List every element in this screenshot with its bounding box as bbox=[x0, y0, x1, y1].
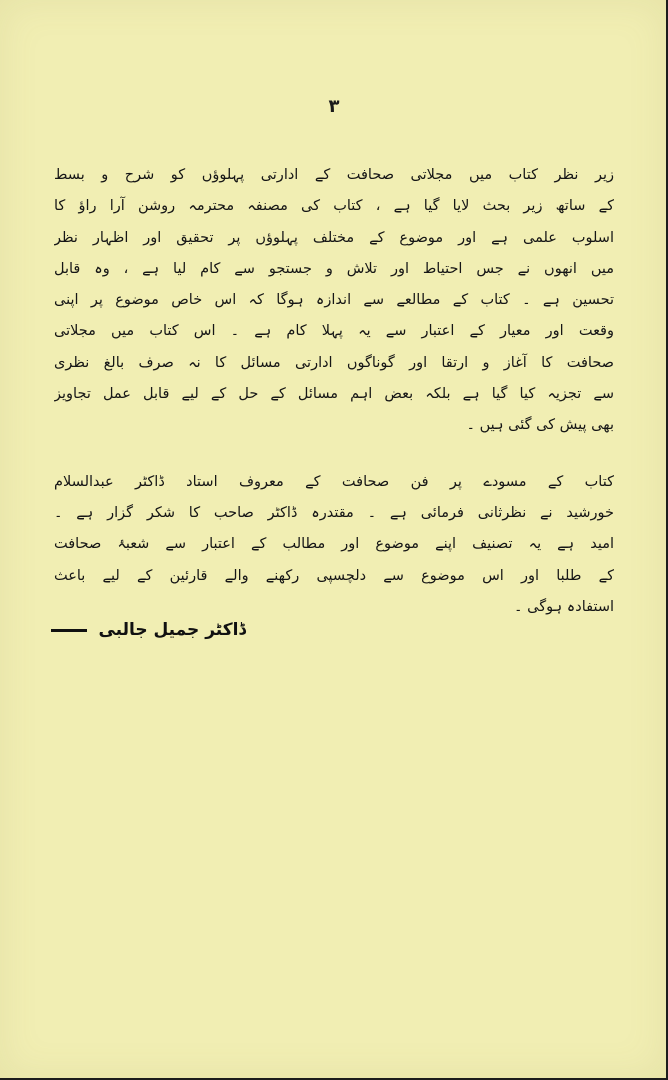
text-line: میں انھوں نے جس احتیاط اور تلاش و جستجو سے کام لیا ہے ، وہ قابل bbox=[54, 260, 614, 277]
text-line: تحسین ہے ۔ کتاب کے مطالعے سے اندازہ ہوگا کہ اس خاص موضوع پر اپنی bbox=[54, 292, 614, 309]
paragraph-intro bbox=[54, 160, 614, 442]
text-line: کے ساتھ زیر بحث لایا گیا ہے ، کتاب کی مصنفہ محترمہ روشن آرا راؤ کا bbox=[54, 198, 614, 215]
signature bbox=[51, 620, 246, 640]
text-line: صحافت کا آغاز و ارتقا اور گوناگوں ادارتی مسائل کا نہ صرف بالغ نظری bbox=[54, 354, 614, 371]
text-line: استفادہ ہوگی ۔ bbox=[514, 598, 614, 615]
signature-name: ڈاکٹر جمیل جالبی bbox=[98, 620, 246, 640]
text-line: امید ہے یہ تصنیف اپنے موضوع اور مطالب کے اعتبار سے شعبۂ صحافت bbox=[54, 536, 614, 553]
text-line: زیر نظر کتاب میں مجلاتی صحافت کے ادارتی پہلوؤں کو شرح و بسط bbox=[54, 167, 614, 183]
text-line: سے تجزیہ کیا گیا ہے بلکہ بعض اہم مسائل کے حل کے لیے قابل عمل تجاویز bbox=[54, 386, 614, 403]
text-line: بھی پیش کی گئی ہیں ۔ bbox=[466, 417, 614, 434]
text-line: اسلوب علمی ہے اور موضوع کے مختلف پہلوؤں پر تحقیق اور اظہار نظر bbox=[54, 229, 614, 246]
text-line: کتاب کے مسودے پر فن صحافت کے معروف استاد ڈاکٹر عبدالسلام bbox=[54, 473, 614, 490]
page-number: ۳ bbox=[328, 96, 340, 117]
text-line: خورشید نے نظرثانی فرمائی ہے ۔ مقتدرہ ڈاکٹر صاحب کا شکر گزار ہے ۔ bbox=[54, 504, 614, 521]
body-text bbox=[54, 160, 614, 623]
text-line: وقعت اور معیار کے اعتبار سے یہ پہلا کام ہے ۔ اس کتاب میں مجلاتی bbox=[54, 323, 614, 340]
text-line: کے طلبا اور اس موضوع سے دلچسپی رکھنے والے قارئین کے لیے باعث bbox=[54, 567, 614, 584]
signature-dash bbox=[51, 629, 87, 632]
paragraph-acknowledgement bbox=[54, 467, 614, 623]
